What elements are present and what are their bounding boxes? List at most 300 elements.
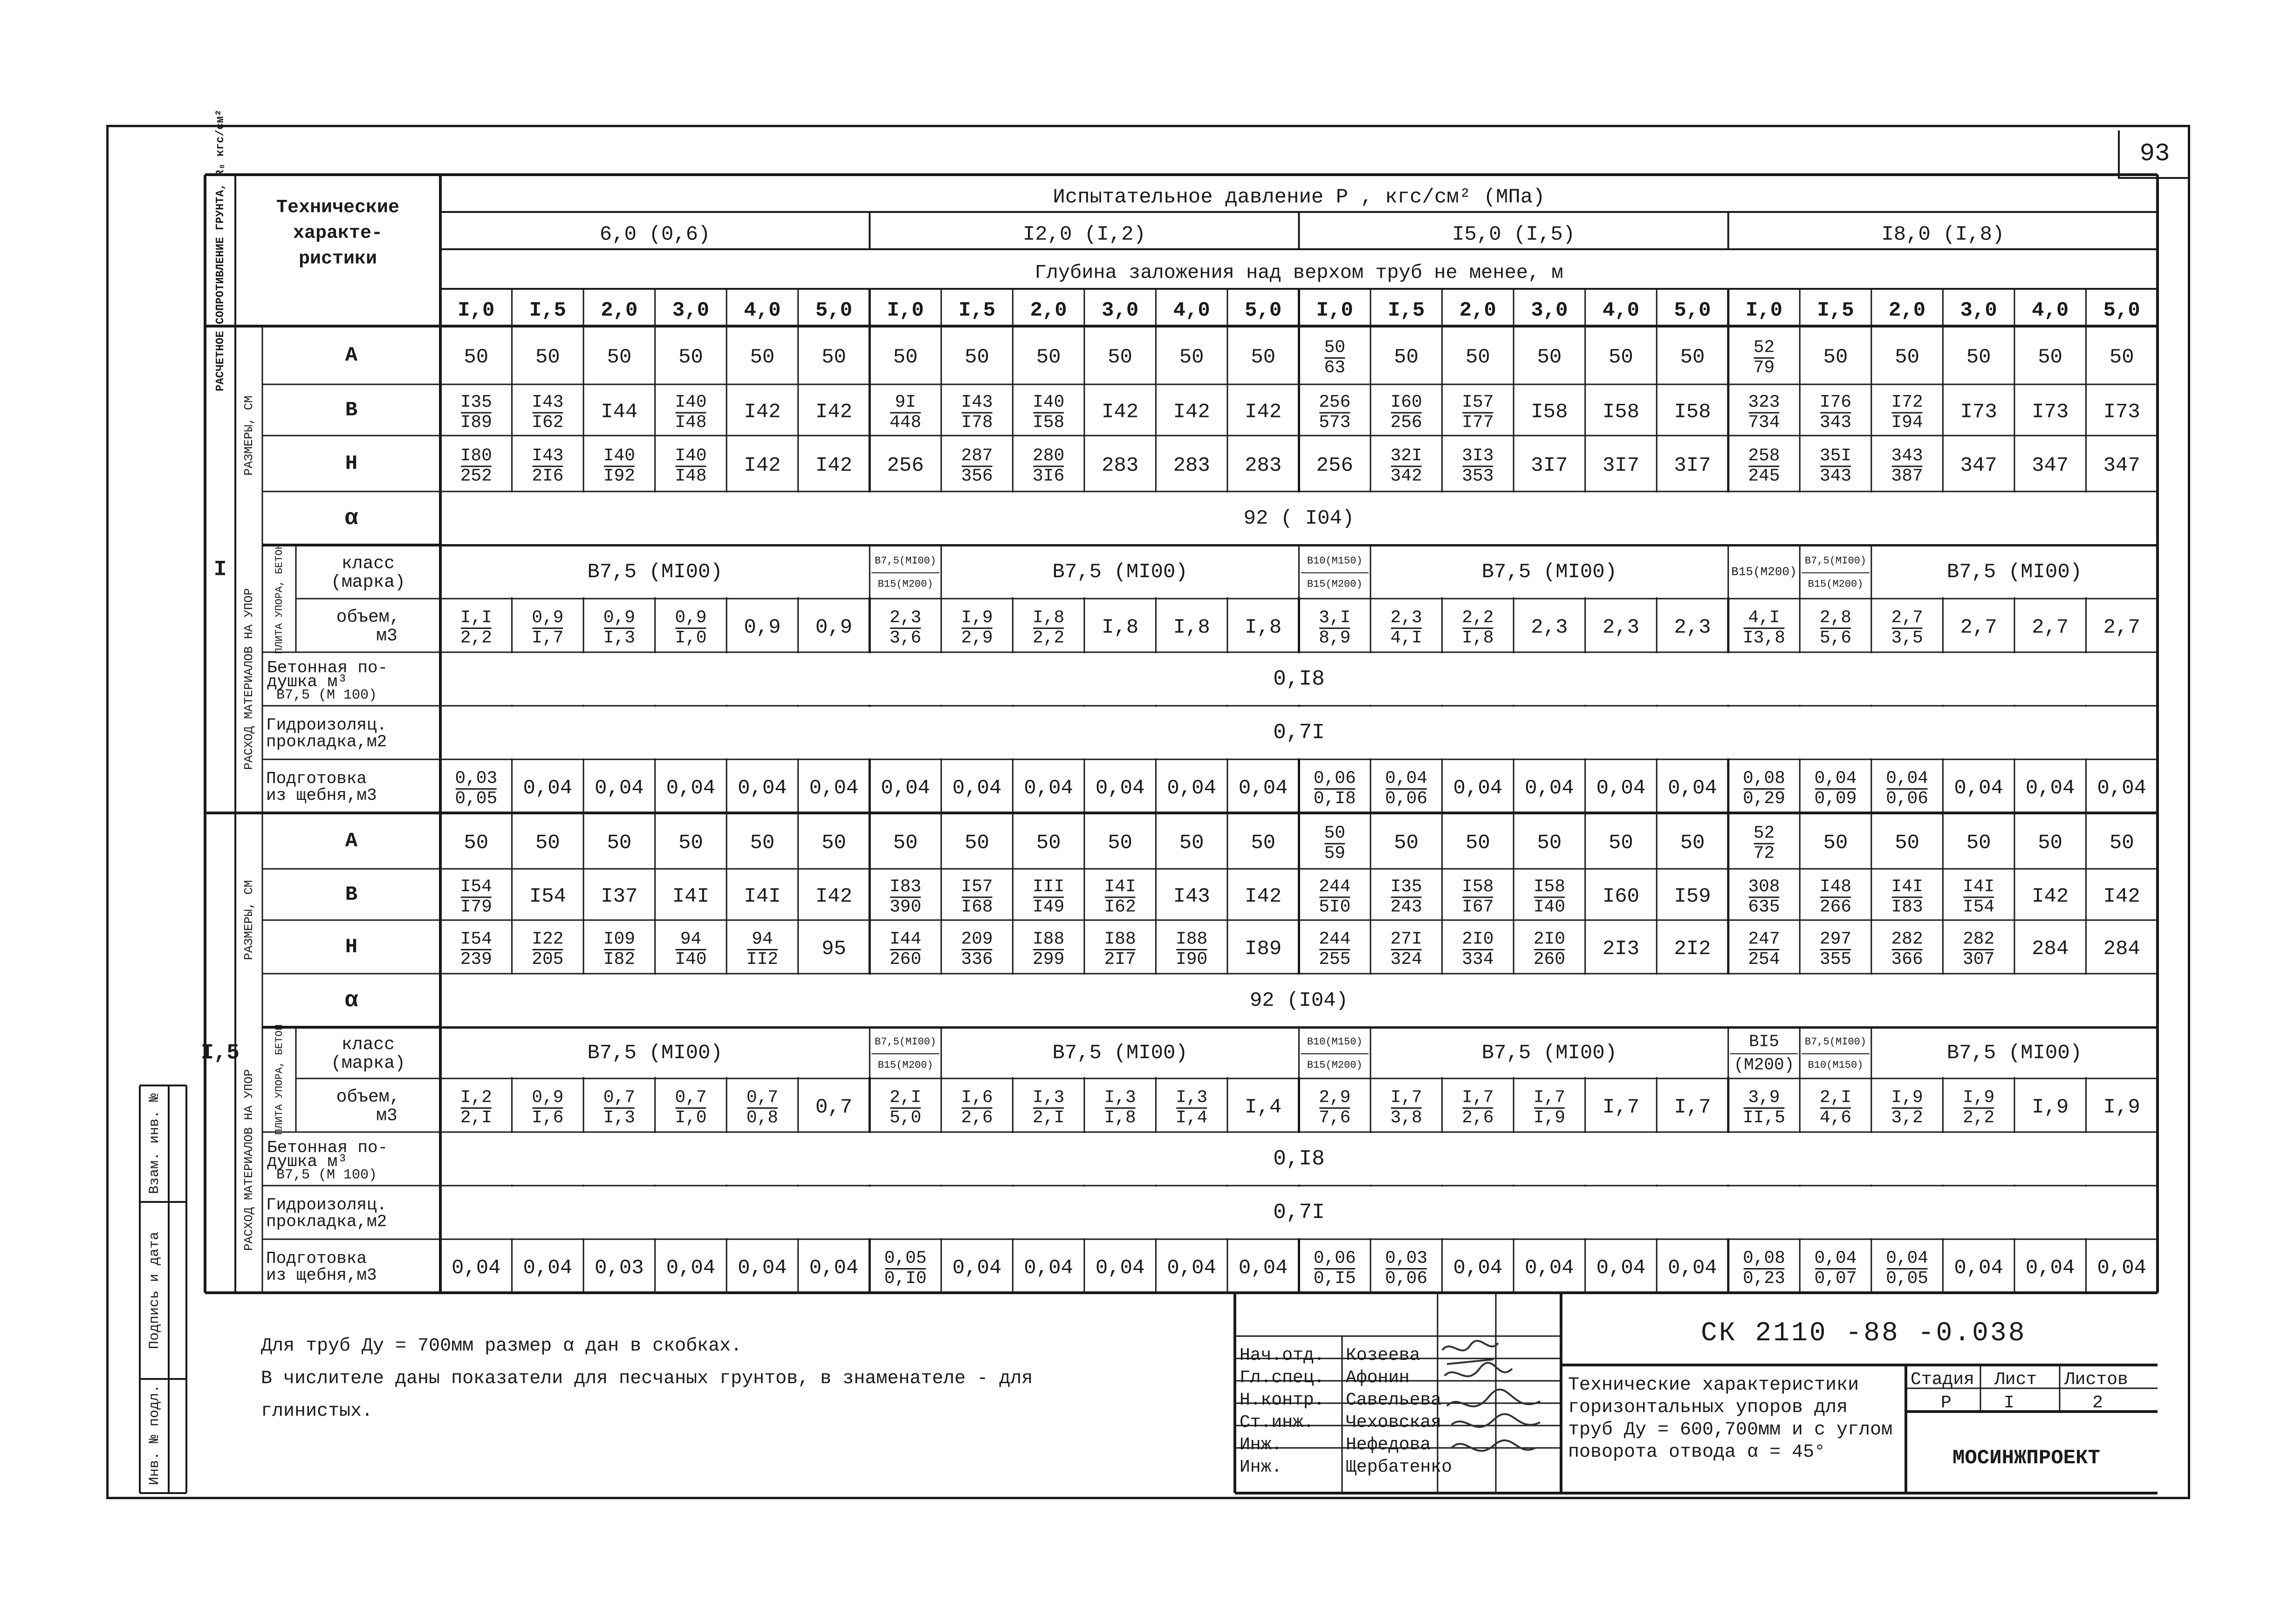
person-role-3: Н.контр. (1240, 1390, 1325, 1410)
section-2-B-1: I54 (529, 885, 566, 908)
section-1-A-0: 50 (464, 346, 489, 369)
section-1-H-19-numerator: 35I (1820, 446, 1852, 466)
section-1-obem-1-numerator: 0,9 (532, 607, 564, 628)
depth-title: Глубина заложения над верхом труб не менее, м (1034, 261, 1563, 284)
person-name-5: Нефедова (1346, 1435, 1431, 1455)
section-1-B-4: I42 (744, 400, 781, 424)
section-1-A-15: 50 (1537, 346, 1562, 369)
section-2-H-3-numerator: 94 (680, 929, 702, 949)
section-2-B-18-numerator: 308 (1748, 877, 1780, 897)
section-2-A-16: 50 (1609, 831, 1633, 855)
section-2-H-2-numerator: I09 (603, 929, 635, 949)
section-2-podg-13-denominator: 0,06 (1385, 1269, 1428, 1289)
section-2-A-14: 50 (1465, 831, 1490, 855)
section-2-obem-12-denominator: 7,6 (1319, 1108, 1351, 1128)
section-2-obem-7-denominator: 2,6 (961, 1108, 993, 1128)
section-1-beton-value: 0,I8 (1273, 667, 1325, 691)
pressure-2: I5,0 (I,5) (1452, 223, 1576, 246)
section-1-obem-13-denominator: 4,I (1390, 628, 1422, 648)
section-2-A-18-denominator: 72 (1753, 843, 1775, 864)
section-2-H-1-denominator: 205 (532, 949, 564, 970)
section-2-label-beton-1: Бетонная по- (267, 1138, 388, 1158)
section-2-klass-3-bottom: В15(М200) (1307, 1059, 1363, 1071)
section-2-B-0-numerator: I54 (460, 877, 492, 897)
section-2-H-7-denominator: 336 (961, 949, 993, 970)
section-2-obem-21-numerator: I,9 (1963, 1087, 1995, 1108)
section-1-obem-18-numerator: 4,I (1748, 607, 1780, 628)
section-1-obem-5: 0,9 (815, 616, 853, 640)
section-1-A-20: 50 (1895, 346, 1920, 369)
section-2-B-0-denominator: I79 (460, 897, 492, 917)
section-2-obem-12-numerator: 2,9 (1319, 1087, 1351, 1108)
title-line-3: труб Ду = 600,700мм и с углом (1568, 1419, 1893, 1440)
section-1-label-H: H (345, 452, 358, 476)
section-1-H-15: 3I7 (1531, 454, 1568, 478)
section-1-H-1-denominator: 2I6 (532, 466, 564, 486)
section-2-A-19: 50 (1823, 831, 1848, 855)
section-1-H-18-numerator: 258 (1748, 446, 1780, 466)
section-2-H-9-denominator: 2I7 (1104, 949, 1136, 970)
person-role-6: Инж. (1240, 1457, 1282, 1477)
sheet-value: I (2004, 1393, 2014, 1413)
section-2-A-2: 50 (607, 831, 632, 855)
section-1-A-1: 50 (535, 346, 560, 369)
section-2-B-7-denominator: I68 (961, 897, 993, 917)
notes (261, 1330, 1216, 1428)
section-1-podg-18-numerator: 0,08 (1743, 768, 1785, 789)
section-2-B-8-denominator: I49 (1033, 897, 1065, 917)
section-2-H-12-denominator: 255 (1319, 949, 1351, 970)
person-name-6: Щербатенко (1346, 1457, 1452, 1477)
depth-5: 5,0 (815, 299, 853, 322)
section-2-obem-2-numerator: 0,7 (603, 1087, 635, 1108)
section-2-B-19-numerator: I48 (1820, 877, 1852, 897)
section-2-A-4: 50 (750, 831, 775, 855)
section-2-obem-21-denominator: 2,2 (1963, 1108, 1995, 1128)
section-1-H-14-denominator: 353 (1462, 466, 1494, 486)
section-2-obem-10-numerator: I,3 (1176, 1087, 1208, 1108)
section-1-podg-0-numerator: 0,03 (455, 768, 498, 789)
section-1-A-4: 50 (750, 346, 775, 369)
section-1-B-7-denominator: I78 (961, 412, 993, 433)
section-1-podg-15: 0,04 (1525, 777, 1574, 800)
pressure-3: I8,0 (I,8) (1881, 223, 2005, 246)
section-1-label-a: α (344, 506, 358, 532)
section-2-H-19-numerator: 297 (1820, 929, 1852, 949)
section-1-H-4: I42 (744, 454, 781, 478)
section-2-B-10: I43 (1173, 885, 1210, 908)
section-1-H-17: 3I7 (1674, 454, 1711, 478)
section-2-obem-4-denominator: 0,8 (746, 1108, 778, 1128)
section-1-podg-20-numerator: 0,04 (1886, 768, 1929, 789)
page-number: 93 (2118, 130, 2190, 179)
section-1-H-2-denominator: I92 (603, 466, 635, 486)
depth-13: I,5 (1388, 299, 1425, 322)
section-2-podg-19-numerator: 0,04 (1814, 1248, 1857, 1269)
section-1-klass-4: В7,5 (МI00) (1481, 560, 1617, 584)
depth-3: 3,0 (672, 299, 710, 322)
section-1-A-17: 50 (1680, 346, 1705, 369)
section-2-B-11: I42 (1245, 885, 1282, 908)
section-2-H-18-denominator: 254 (1748, 949, 1780, 970)
person-role-1: Нач.отд. (1240, 1345, 1325, 1365)
section-2-obem-2-denominator: I,3 (603, 1108, 635, 1128)
section-2-B-5: I42 (815, 885, 853, 908)
section-1-podg-11: 0,04 (1238, 777, 1288, 800)
section-1-podg-10: 0,04 (1167, 777, 1216, 800)
section-1-H-13-numerator: 32I (1390, 446, 1422, 466)
section-2-obem-5: 0,7 (815, 1096, 853, 1119)
section-1-label-klass-2: (марка) (331, 572, 405, 593)
person-role-4: Ст.инж. (1240, 1412, 1314, 1433)
section-2-obem-14-numerator: I,7 (1462, 1087, 1494, 1108)
section-1-B-14-denominator: I77 (1462, 412, 1494, 433)
depth-6: I,0 (887, 299, 924, 322)
section-1-H-21: 347 (1960, 454, 1997, 478)
section-2-B-20-numerator: I4I (1891, 877, 1923, 897)
section-2-A-5: 50 (822, 831, 846, 855)
section-1-obem-0-numerator: I,I (460, 607, 492, 628)
section-1-label-obem-1: объем, (336, 607, 400, 628)
section-1-obem-16: 2,3 (1602, 616, 1640, 640)
section-2-klass-6-top: В7,5(МI00) (1805, 1036, 1867, 1048)
section-2-B-15-numerator: I58 (1533, 877, 1565, 897)
section-2-podg-13-numerator: 0,03 (1385, 1248, 1428, 1269)
section-1-obem-0-denominator: 2,2 (460, 628, 492, 648)
section-2-materials-label: РАСХОД МАТЕРИАЛОВ НА УПОР (241, 1069, 256, 1251)
person-name-3: Савельева (1346, 1390, 1442, 1410)
section-1-podg-16: 0,04 (1596, 777, 1646, 800)
section-1-obem-19-denominator: 5,6 (1820, 628, 1852, 648)
section-2-label-gidro-2: прокладка,м2 (266, 1212, 387, 1232)
section-2-podg-6-numerator: 0,05 (884, 1248, 927, 1269)
section-2-podg-14: 0,04 (1453, 1256, 1503, 1280)
section-2-H-12-numerator: 244 (1319, 929, 1351, 949)
section-2-A-17: 50 (1680, 831, 1705, 855)
section-1-obem-2-numerator: 0,9 (603, 607, 635, 628)
section-1-B-20-denominator: I94 (1891, 412, 1923, 433)
section-2-obem-13-numerator: I,7 (1390, 1087, 1422, 1108)
section-1-H-8-numerator: 280 (1033, 446, 1065, 466)
title-line-1: Технические характеристики (1568, 1375, 1859, 1396)
section-1-label-obem-2: м3 (376, 626, 397, 646)
section-1-label-B: B (345, 398, 358, 422)
section-2-gidro-value: 0,7I (1273, 1200, 1325, 1225)
section-2-B-15-denominator: I40 (1533, 897, 1565, 917)
section-1-obem-4: 0,9 (744, 616, 781, 640)
section-2-H-20-denominator: 366 (1891, 949, 1923, 970)
depth-21: 3,0 (1960, 299, 1997, 322)
section-1-H-23: 347 (2103, 454, 2140, 478)
section-2-obem-8-numerator: I,3 (1033, 1087, 1065, 1108)
section-2-B-13-numerator: I35 (1390, 877, 1422, 897)
section-2-A-11: 50 (1251, 831, 1276, 855)
section-2-A-10: 50 (1179, 831, 1204, 855)
section-2-podg-22: 0,04 (2025, 1256, 2075, 1280)
section-2-plate-label: ПЛИТА УПОРА, БЕТОН (273, 1024, 285, 1135)
section-2-obem-15-numerator: I,7 (1533, 1087, 1565, 1108)
section-2-obem-11: I,4 (1245, 1096, 1282, 1119)
section-1-podg-4: 0,04 (738, 777, 787, 800)
section-2-podg-6-denominator: 0,I0 (884, 1269, 927, 1289)
section-2-H-2-denominator: I82 (603, 949, 635, 970)
section-1-B-2: I44 (601, 400, 638, 424)
section-1-H-16: 3I7 (1602, 454, 1640, 478)
section-2-podg-7: 0,04 (952, 1256, 1002, 1280)
section-2-H-11: I89 (1245, 937, 1282, 961)
section-1-A-9: 50 (1108, 346, 1133, 369)
section-1-podg-7: 0,04 (952, 777, 1002, 800)
section-2-a-value: 92 (I04) (1249, 989, 1349, 1013)
section-1-obem-3-numerator: 0,9 (675, 607, 707, 628)
section-1-podg-23: 0,04 (2097, 777, 2147, 800)
section-1-H-8-denominator: 3I6 (1033, 466, 1065, 486)
section-1-H-9: 283 (1102, 454, 1139, 478)
section-2-sizes-label: РАЗМЕРЫ, СМ (241, 880, 256, 960)
section-2-B-4: I4I (744, 885, 781, 908)
section-1-A-22: 50 (2038, 346, 2063, 369)
section-1-obem-18-denominator: I3,8 (1743, 628, 1785, 648)
section-2-podg-18-numerator: 0,08 (1743, 1248, 1785, 1269)
depth-9: 3,0 (1102, 299, 1139, 322)
note-line-1: Для труб Ду = 700мм размер α дан в скобках. (261, 1336, 742, 1357)
section-2-B-8-numerator: III (1033, 877, 1065, 897)
section-2-podg-10: 0,04 (1167, 1256, 1216, 1280)
person-role-2: Гл.спец. (1240, 1368, 1325, 1388)
section-1-A-5: 50 (822, 346, 846, 369)
section-2-obem-4-numerator: 0,7 (746, 1087, 778, 1108)
section-2-obem-9-numerator: I,3 (1104, 1087, 1136, 1108)
section-2-podg-5: 0,04 (809, 1256, 859, 1280)
section-1-H-6: 256 (887, 454, 924, 478)
section-1-podg-14: 0,04 (1453, 777, 1503, 800)
section-2-podg-19-denominator: 0,07 (1814, 1269, 1857, 1289)
section-2-B-9-numerator: I4I (1104, 877, 1136, 897)
section-1-obem-17: 2,3 (1674, 616, 1711, 640)
depth-22: 4,0 (2032, 299, 2069, 322)
section-1-label-gidro-1: Гидроизоляц. (266, 716, 387, 735)
section-1-H-10: 283 (1173, 454, 1210, 478)
section-2-obem-23: I,9 (2103, 1096, 2140, 1119)
section-1-podg-18-denominator: 0,29 (1743, 789, 1785, 809)
section-2-B-6-denominator: 390 (889, 897, 922, 917)
section-1-obem-8-denominator: 2,2 (1033, 628, 1065, 648)
section-1-A-13: 50 (1394, 346, 1419, 369)
section-1-B-18-denominator: 734 (1748, 412, 1780, 433)
section-1-obem-3-denominator: I,0 (675, 628, 707, 648)
section-2-B-16: I60 (1602, 885, 1640, 908)
section-2-H-14-denominator: 334 (1462, 949, 1494, 970)
section-2-label-beton-2: душка м³ (267, 1152, 348, 1172)
title-text (1568, 1374, 1892, 1464)
section-2-H-8-numerator: I88 (1033, 929, 1065, 949)
section-1-B-5: I42 (815, 400, 853, 424)
section-1-podg-19-denominator: 0,09 (1814, 789, 1857, 809)
section-1-B-6-numerator: 9I (895, 392, 916, 413)
section-1-H-7-numerator: 287 (961, 446, 993, 466)
section-1-A-10: 50 (1179, 346, 1204, 369)
section-1-klass-3-top: В10(М150) (1307, 555, 1363, 567)
section-1-obem-11: I,8 (1245, 616, 1282, 640)
section-2-A-22: 50 (2038, 831, 2063, 855)
depth-8: 2,0 (1030, 299, 1067, 322)
section-1-obem-20-numerator: 2,7 (1891, 607, 1923, 628)
section-2-label-beton-3: В7,5 (М 100) (276, 1167, 377, 1183)
section-2-podg-2: 0,03 (595, 1256, 644, 1280)
section-1-obem-20-denominator: 3,5 (1891, 628, 1923, 648)
section-2-podg-20-denominator: 0,05 (1886, 1269, 1929, 1289)
stamp-inv-no: Инв. № подл. (146, 1384, 163, 1486)
section-2-obem-6-numerator: 2,I (889, 1087, 922, 1108)
section-2-H-21-numerator: 282 (1963, 929, 1995, 949)
tech-header-line-3: ристики (298, 248, 377, 270)
section-1-H-22: 347 (2032, 454, 2069, 478)
depth-12: I,0 (1316, 299, 1353, 322)
section-1-label-A: A (345, 344, 358, 368)
section-2-podg-4: 0,04 (738, 1256, 787, 1280)
section-1-obem-6-numerator: 2,3 (889, 607, 922, 628)
section-2-H-14-numerator: 2I0 (1462, 929, 1494, 949)
section-2-H-8-denominator: 299 (1033, 949, 1065, 970)
section-2-A-23: 50 (2109, 831, 2134, 855)
section-1-podg-19-numerator: 0,04 (1814, 768, 1857, 789)
section-2-podg-18-denominator: 0,23 (1743, 1269, 1785, 1289)
section-1-B-19-numerator: I76 (1820, 392, 1852, 413)
section-1-plate-label: ПЛИТА УПОРА, БЕТОН (273, 543, 285, 654)
section-2-B-13-denominator: 243 (1390, 897, 1422, 917)
section-1-klass-2: В7,5 (МI00) (1052, 560, 1188, 584)
section-1-B-13-numerator: I60 (1390, 392, 1422, 413)
section-2-r0: I,5 (201, 1041, 240, 1065)
section-2-label-H: H (345, 935, 358, 959)
section-2-A-12-denominator: 59 (1324, 843, 1345, 864)
section-2-klass-1-bottom: В15(М200) (877, 1059, 933, 1071)
section-1-A-12-numerator: 50 (1324, 337, 1345, 358)
section-1-materials-label: РАСХОД МАТЕРИАЛОВ НА УПОР (241, 588, 256, 770)
section-2-label-B: B (345, 883, 358, 907)
section-1-B-3-numerator: I40 (675, 392, 707, 413)
section-1-H-12: 256 (1316, 454, 1353, 478)
section-2-B-2: I37 (601, 885, 638, 908)
section-2-H-7-numerator: 209 (961, 929, 993, 949)
section-1-podg-3: 0,04 (666, 777, 716, 800)
section-2-H-22: 284 (2032, 937, 2069, 961)
section-1-B-1-denominator: I62 (532, 412, 564, 433)
section-1-podg-13-numerator: 0,04 (1385, 768, 1428, 789)
section-2-A-6: 50 (893, 831, 918, 855)
section-1-podg-20-denominator: 0,06 (1886, 789, 1929, 809)
section-1-A-16: 50 (1609, 346, 1633, 369)
section-2-klass-1-top: В7,5(МI00) (875, 1036, 937, 1048)
section-2-B-7-numerator: I57 (961, 877, 993, 897)
section-1-B-6-denominator: 448 (889, 412, 922, 433)
section-1-H-7-denominator: 356 (961, 466, 993, 486)
stage-value: Р (1941, 1393, 1952, 1413)
section-1-B-0-denominator: I89 (460, 412, 492, 433)
section-2-A-1: 50 (535, 831, 560, 855)
section-2-B-14-denominator: I67 (1462, 897, 1494, 917)
section-2-H-18-numerator: 247 (1748, 929, 1780, 949)
section-2-H-1-numerator: I22 (532, 929, 564, 949)
section-2-A-12-numerator: 50 (1324, 823, 1345, 844)
section-2-A-21: 50 (1966, 831, 1991, 855)
section-2-obem-6-denominator: 5,0 (889, 1108, 922, 1128)
section-1-B-12-numerator: 256 (1319, 392, 1351, 413)
section-2-A-9: 50 (1108, 831, 1133, 855)
section-1-B-20-numerator: I72 (1891, 392, 1923, 413)
section-1-label-podg-1: Подготовка (266, 769, 367, 789)
section-1-obem-12-denominator: 8,9 (1319, 628, 1351, 648)
section-1-label-gidro-2: прокладка,м2 (266, 732, 387, 752)
note-line-2: В числителе даны показатели для песчаных грунтов, в знаменателе - для (261, 1368, 1033, 1389)
section-2-obem-13-denominator: 3,8 (1390, 1108, 1422, 1128)
section-1-H-19-denominator: 343 (1820, 466, 1852, 486)
section-2-label-klass-1: класс (341, 1035, 395, 1055)
section-2-obem-3-denominator: I,0 (675, 1108, 707, 1128)
depth-2: 2,0 (601, 299, 638, 322)
section-2-B-14-numerator: I58 (1462, 877, 1494, 897)
section-2-label-a: α (344, 988, 358, 1014)
section-1-label-beton-2: душка м³ (267, 672, 348, 692)
section-2-label-obem-2: м3 (376, 1105, 397, 1126)
section-2-H-21-denominator: 307 (1963, 949, 1995, 970)
depth-7: I,5 (958, 299, 996, 322)
section-1-A-11: 50 (1251, 346, 1276, 369)
section-2-beton-value: 0,I8 (1273, 1146, 1325, 1171)
section-1-a-value: 92 ( I04) (1243, 507, 1355, 531)
section-1-A-18-numerator: 52 (1753, 337, 1775, 358)
section-2-A-8: 50 (1036, 831, 1061, 855)
section-2-B-3: I4I (672, 885, 710, 908)
person-name-4: Чеховская (1346, 1412, 1442, 1433)
section-2-podg-3: 0,04 (666, 1256, 716, 1280)
tech-header-line-2: характе- (293, 223, 383, 244)
section-1-podg-9: 0,04 (1095, 777, 1145, 800)
section-2-H-20-numerator: 282 (1891, 929, 1923, 949)
section-2-A-20: 50 (1895, 831, 1920, 855)
section-1-H-2-numerator: I40 (603, 446, 635, 466)
section-2-H-19-denominator: 355 (1820, 949, 1852, 970)
section-1-klass-1-bottom: В15(М200) (877, 578, 933, 590)
section-1-A-7: 50 (965, 346, 989, 369)
person-role-5: Инж. (1240, 1435, 1282, 1455)
section-1-label-beton-1: Бетонная по- (267, 658, 388, 678)
section-1-obem-10: I,8 (1173, 616, 1210, 640)
section-1-B-3-denominator: I48 (675, 412, 707, 433)
section-1-obem-8-numerator: I,8 (1033, 607, 1065, 628)
pressure-title: Испытательное давление Р , кгс/см² (МПа) (1053, 185, 1545, 209)
section-1-H-5: I42 (815, 454, 853, 478)
section-2-podg-0: 0,04 (451, 1256, 501, 1280)
section-1-obem-22: 2,7 (2032, 616, 2069, 640)
section-2-klass-5-bottom: (М200) (1733, 1055, 1795, 1075)
section-1-A-18-denominator: 79 (1753, 358, 1775, 378)
section-2-obem-22: I,9 (2032, 1096, 2069, 1119)
section-1-A-8: 50 (1036, 346, 1061, 369)
depth-4: 4,0 (744, 299, 781, 322)
section-2-podg-16: 0,04 (1596, 1256, 1646, 1280)
section-1-B-1-numerator: I43 (532, 392, 564, 413)
person-name-2: Афонин (1346, 1368, 1410, 1388)
section-1-obem-14-numerator: 2,2 (1462, 607, 1494, 628)
organization: МОСИНЖПРОЕКТ (1952, 1447, 2100, 1470)
section-1-B-11: I42 (1245, 400, 1282, 424)
section-1-obem-12-numerator: 3,I (1319, 607, 1351, 628)
section-2-H-4-numerator: 94 (752, 929, 773, 949)
section-1-A-21: 50 (1966, 346, 1991, 369)
section-1-A-2: 50 (607, 346, 632, 369)
section-2-obem-17: I,7 (1674, 1096, 1711, 1119)
